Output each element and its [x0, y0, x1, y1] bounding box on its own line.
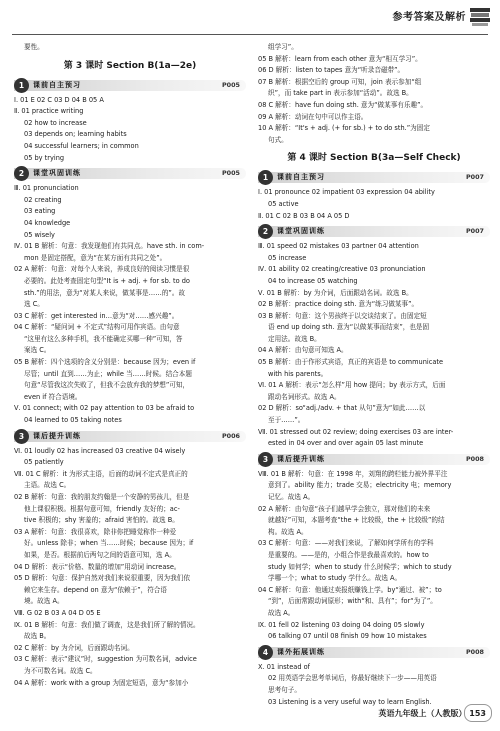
- section-page-code: P008: [465, 454, 484, 463]
- answer-line: 05 increase: [268, 253, 307, 262]
- answer-line: Ⅹ. 01 instead of: [258, 662, 310, 671]
- answer-line: 03 B 解析：句意：这个男孩终于以交谈结束了。由固定短: [258, 311, 427, 320]
- answer-line: Ⅶ. 01 C 解析：it 为形式主语，后面的动词不定式是真正的: [14, 469, 188, 478]
- section-label: 课后提升训练: [33, 431, 81, 440]
- answer-line: 好。unless 除非；when 当……时候；because 因为；if: [24, 539, 194, 548]
- answer-line: 如果，是否。根据前后两句之间的语意可知，选 A。: [24, 550, 176, 559]
- answer-line: 05 active: [268, 199, 299, 208]
- answer-line: sth.”的用法，意为“对某人来说，做某事是……的”。故: [24, 288, 186, 297]
- answer-line: Ⅰ. 01 E 02 C 03 D 04 B 05 A: [14, 95, 104, 104]
- answer-line: 句式。: [268, 135, 288, 144]
- header-divider: [12, 34, 488, 35]
- answer-line: 03 C 解析：get interested in…意为“对……感兴趣”。: [14, 311, 179, 320]
- answer-line: 07 B 解析：根据空后的 group 可知，join 表示参加“组: [258, 77, 422, 86]
- section-label: 课后提升训练: [277, 454, 325, 463]
- answer-line: Ⅱ. 01 C 02 B 03 B 04 A 05 D: [258, 211, 350, 220]
- lesson-title: 第 3 课时 Section B(1a—2e): [63, 60, 197, 71]
- answer-line: 05 wisely: [24, 230, 55, 239]
- answer-line: 06 D 解析：listen to tapes 意为“听录音磁带”。: [258, 66, 405, 75]
- answer-line: 故选 B。: [24, 632, 51, 641]
- answer-line: Ⅲ. 01 speed 02 mistakes 03 partner 04 attention: [258, 242, 419, 251]
- answer-line: 05 B 解析：由于作形式宾语，真正的宾语是 to communicate: [258, 358, 444, 367]
- answer-line: 05 D 解析：句意：保护自然对我们来说很重要，因为我们依: [14, 574, 190, 583]
- answer-line: 04 D 解析：表示“价格、数量的增加”用动词 increase。: [14, 562, 181, 571]
- section-number-badge: 2: [258, 224, 273, 239]
- answer-line: 赖它来生存。depend on 意为“依赖于”，符合语: [24, 585, 167, 594]
- section-page-code: P006: [221, 431, 240, 440]
- answer-line: 尽管；until 直到……为止；while 当……时候。结合本题: [24, 369, 192, 378]
- section-bar: [14, 430, 246, 443]
- section-number-badge: 1: [14, 78, 29, 93]
- answer-line: 主语。故选 C。: [24, 481, 71, 490]
- answer-line: tive 积极的；shy 害羞的；afraid 害怕的。故选 B。: [24, 516, 179, 525]
- answer-line: 境。故选 A。: [24, 597, 64, 606]
- answer-line: mon 是固定搭配，意为“在某方面有共同之处”。: [24, 253, 167, 262]
- answer-line: 至于……”。: [268, 416, 305, 425]
- answer-line: study 如何学；when to study 什么时候学；which to study: [268, 562, 452, 571]
- left-column: [14, 42, 246, 689]
- answer-line: 04 A 解析：work with a group 为固定短语，意为“参加小: [14, 678, 189, 687]
- section-page-code: P005: [221, 80, 240, 89]
- answer-line: 03 Listening is a very useful way to learn English.: [268, 697, 432, 706]
- header-title: 参考答案及解析: [392, 12, 466, 23]
- answer-line: even if 符合语境。: [24, 392, 82, 401]
- answer-line: 案选 C。: [24, 346, 51, 355]
- answer-line: 记忆。故选 A。: [268, 493, 315, 501]
- answer-line: 他上课很积极。根据句意可知，friendly 友好的；ac-: [24, 504, 180, 513]
- section-number-badge: 3: [14, 429, 29, 444]
- answer-line: 04 C 解析：句意：他通过卖报纸赚钱上学。by“通过、被”；to: [258, 585, 442, 594]
- answer-line: 选 C。: [24, 300, 44, 309]
- section-bar: [14, 79, 246, 92]
- section-page-code: P008: [465, 647, 484, 656]
- section-number-badge: 2: [14, 166, 29, 181]
- section-number-badge: 4: [258, 645, 273, 660]
- answer-line: 02 B 解析：practice doing sth. 意为“练习做某事”。: [258, 300, 419, 309]
- answer-line: 02 C 解析：by 为介词，后面跟动名词。: [14, 643, 134, 652]
- answer-line: 语 end up doing sth. 意为“以做某事而结束”，也是固: [268, 323, 430, 332]
- section-label: 课堂巩固训练: [33, 169, 81, 178]
- answer-line: Ⅲ. 01 pronunciation: [14, 184, 79, 193]
- answer-line: 织”，而 take part in 表示参加“活动”。故选 B。: [268, 89, 413, 98]
- answer-line: 03 C 解析：句意：——对我们来说，了解如何学所有的学科: [258, 539, 434, 548]
- answer-line: 要性。: [24, 43, 44, 51]
- answer-line: 03 depends on; learning habits: [24, 130, 127, 139]
- answer-line: 思考句子。: [268, 685, 301, 694]
- answer-line: Ⅶ. 01 stressed out 02 review; doing exercises 03 are inter-: [258, 427, 454, 436]
- answer-line: 02 A 解析：句意：对每个人来说，养成良好的阅读习惯是很: [14, 265, 190, 274]
- answer-line: 意到了。ability 能力；trade 交易；electricity 电；memory: [268, 481, 452, 490]
- answer-line: 03 A 解析：句意：我很喜欢，除非你把睡觉称作一种爱: [14, 527, 177, 536]
- answer-line: 02 creating: [24, 195, 62, 204]
- answer-line: 定用法。故选 B。: [268, 334, 321, 343]
- answer-line: 跟动名词形式。故选 A。: [268, 392, 341, 401]
- answer-line: 06 talking 07 until 08 finish 09 how 10 mistakes: [268, 632, 427, 641]
- answer-line: Ⅸ. 01 B 解析：句意：我们做了调查，这是我们所了解的情况。: [14, 620, 200, 629]
- answer-line: 04 learned to 05 taking notes: [24, 416, 122, 425]
- answer-line: “这里有这么多种手机，我不能确定买哪一种”可知，答: [24, 334, 183, 343]
- answer-line: 03 eating: [24, 207, 56, 216]
- answer-line: 故选 A。: [268, 608, 295, 617]
- answer-line: Ⅴ. 01 connect; with 02 pay attention to 03 be afraid to: [14, 404, 195, 413]
- section-page-code: P007: [465, 173, 484, 182]
- answer-line: 05 by trying: [24, 153, 65, 162]
- answer-line: 09 A 解析：动词在句中可以作主语。: [258, 112, 368, 121]
- lesson-title: 第 4 课时 Section B(3a—Self Check): [287, 153, 461, 164]
- answer-line: “到”，后面常跟动词原形；with“和、具有”；for“为了”。: [268, 597, 437, 606]
- answer-line: 为不可数名词。故选 C。: [24, 666, 97, 675]
- section-bar: [258, 646, 490, 659]
- answer-line: Ⅱ. 01 practice writing: [14, 107, 84, 116]
- answer-line: with his parents。: [268, 369, 328, 378]
- section-bar: [258, 453, 490, 466]
- answer-line: Ⅷ. 01 B 解析：句意：在 1998 年，刘翔的跨栏能力被外界平注: [258, 469, 448, 478]
- answer-line: 02 D 解析：so“adj./adv. + that 从句”意为“如此……以: [258, 404, 426, 413]
- section-bar: [258, 171, 490, 184]
- section-label: 课前自主预习: [33, 80, 81, 89]
- section-label: 课前自主预习: [277, 173, 325, 182]
- answer-line: 05 patiently: [24, 458, 64, 467]
- answer-line: 10 A 解析：“It's + adj. (+ for sb.) + to do sth.”为固定: [258, 124, 430, 133]
- answer-line: Ⅵ. 01 A 解析：表示“怎么样”用 how 提问；by 表示方式，后面: [258, 381, 446, 390]
- answer-line: Ⅳ. 01 B 解析：句意：我发现他们有共同点。have sth. in com-: [14, 242, 205, 251]
- section-page-code: P005: [221, 169, 240, 178]
- answer-line: 是重要的。——是的，小组合作是我最喜欢的。how to: [268, 550, 429, 559]
- section-page-code: P007: [465, 227, 484, 236]
- page-header: [0, 0, 500, 36]
- books-icon: [468, 4, 492, 28]
- answer-line: 就越好”可知，本题考查“the + 比较级，the + 比较级”的结: [268, 516, 445, 525]
- right-column: [258, 42, 490, 708]
- section-number-badge: 1: [258, 170, 273, 185]
- section-number-badge: 3: [258, 452, 273, 467]
- answer-line: 05 B 解析：learn from each other 意为“相互学习”。: [258, 54, 422, 63]
- answer-line: 08 C 解析：have fun doing sth. 意为“做某事有乐趣”。: [258, 100, 428, 109]
- answer-line: 03 C 解析：表示“建议”时，suggestion 为可数名词，advice: [14, 655, 197, 664]
- page-footer: 英语九年级上（人教版） 153: [378, 709, 486, 718]
- answer-line: Ⅴ. 01 B 解析：by 为介词，后面跟动名词。故选 B。: [258, 288, 413, 297]
- answer-line: 必要的。此处考查固定句型“It is + adj. + for sb. to do: [24, 276, 190, 285]
- answer-line: 组学习”。: [268, 43, 298, 51]
- answer-line: Ⅰ. 01 pronounce 02 impatient 03 expression 04 ability: [258, 188, 435, 197]
- section-bar: [258, 225, 490, 238]
- answer-line: ested in 04 over and over again 05 last minute: [268, 439, 424, 448]
- answer-line: 04 knowledge: [24, 218, 71, 227]
- answer-line: 02 用英语学会思考单词后，你最好继续下一步——用英语: [268, 674, 437, 683]
- answer-line: 句意“尽管我这次失败了，但我不会放弃我的梦想”可知，: [24, 381, 190, 390]
- answer-line: 02 how to increase: [24, 118, 87, 127]
- answer-line: 04 successful learners; in common: [24, 141, 139, 150]
- answer-line: 05 B 解析：四个选项的含义分别是：because 因为；even if: [14, 358, 196, 367]
- answer-line: Ⅵ. 01 loudly 02 has increased 03 creative 04 wisely: [14, 446, 186, 455]
- section-label: 课外拓展训练: [277, 647, 325, 656]
- answer-line: 04 to increase 05 watching: [268, 276, 358, 285]
- answer-line: Ⅳ. 01 ability 02 creating/creative 03 pronunciation: [258, 265, 426, 274]
- answer-line: Ⅸ. 01 fell 02 listening 03 doing 04 doing 05 slowly: [258, 620, 425, 629]
- answer-line: 04 C 解析：“疑问词 + 不定式”结构可用作宾语。由句意: [14, 323, 180, 332]
- answer-line: 02 B 解析：句意：我的朋友约翰是一个安静的男孩儿，但是: [14, 493, 190, 501]
- answer-line: Ⅷ. G 02 B 03 A 04 D 05 E: [14, 608, 101, 617]
- answer-line: 04 A 解析：由句意可知选 A。: [258, 346, 348, 355]
- answer-line: 02 A 解析：由句意“孩子们越早学会独立，那对他们的未来: [258, 504, 431, 513]
- answer-line: 学哪一个；what to study 学什么。故选 A。: [268, 574, 402, 583]
- section-bar: [14, 167, 246, 180]
- answer-line: 构。故选 A。: [268, 527, 308, 536]
- section-label: 课堂巩固训练: [277, 227, 325, 236]
